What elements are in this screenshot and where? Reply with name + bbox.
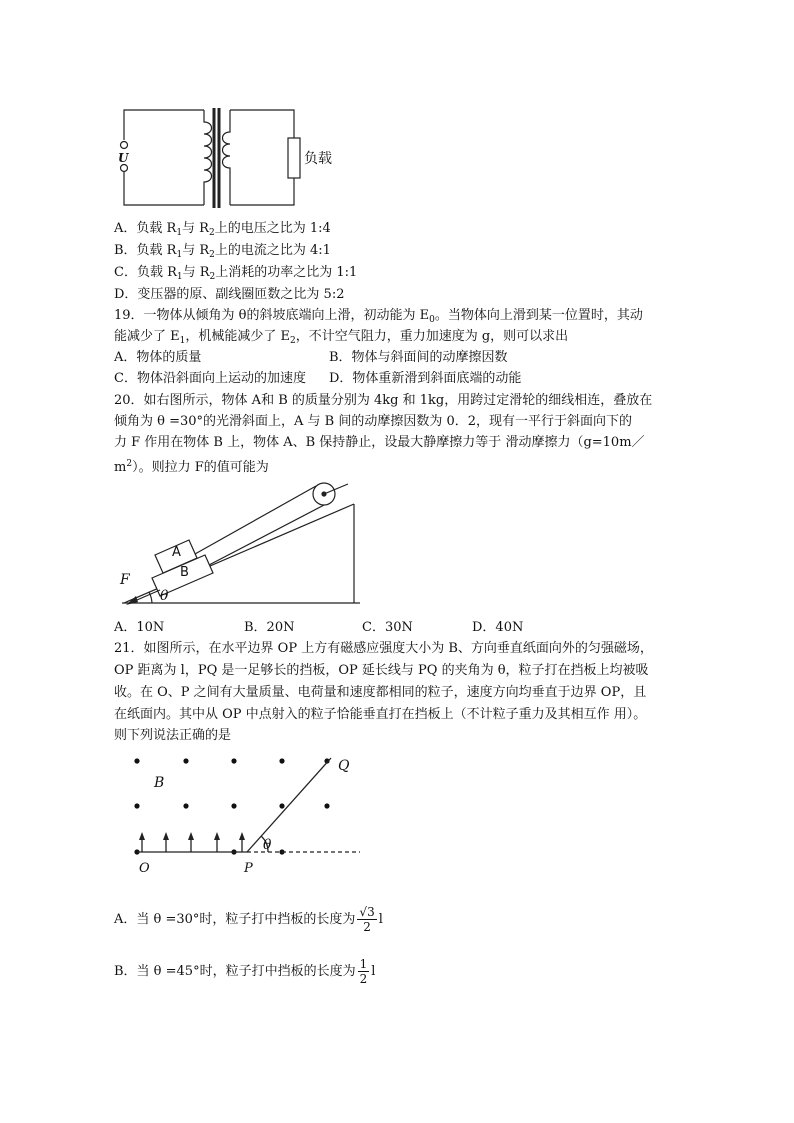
point-p-label: P — [244, 861, 253, 876]
q19-option-d[interactable]: D．物体重新滑到斜面底端的动能 — [329, 371, 522, 386]
q21-stem-line1: 21．如图所示，在水平边界 OP 上方有磁感应强度大小为 B、方向垂直纸面向外的匀强磁场， — [114, 641, 653, 656]
transformer-diagram — [112, 100, 342, 215]
q19-stem-line2: 能减少了 $E_1$，机械能减少了 $E_2$，不计空气阻力，重力加速度为 g，则可以求出 — [114, 329, 569, 346]
q20-option-a[interactable]: A．10N — [114, 620, 165, 635]
load-label: 负载 — [304, 151, 332, 167]
q19-stem-line1: 19．一物体从倾角为 θ的斜坡底端向上滑，初动能为 $E_0$。当物体向上滑到某一位置时，其动 — [114, 308, 643, 325]
theta-label: θ — [263, 837, 272, 853]
block-a-label: A — [172, 545, 181, 560]
q19-option-b[interactable]: B．物体与斜面间的动摩擦因数 — [329, 350, 508, 365]
q20-stem-line3: 力 F 作用在物体 B 上，物体 A、B 保持静止，设最大静摩擦力等于 滑动摩擦力（g=10m／ — [114, 435, 645, 450]
q18-option-d[interactable]: D．变压器的原、副线圈匝数之比为 5:2 — [114, 287, 345, 302]
block-b-label: B — [180, 565, 189, 580]
q21-stem-line3: 收。在 O、P 之间有大量质量、电荷量和速度都相同的粒子，速度方向均垂直于边界 OP，且 — [114, 685, 647, 700]
q20-option-c[interactable]: C．30N — [362, 620, 413, 635]
q20-option-b[interactable]: B．20N — [244, 620, 295, 635]
q21-option-a[interactable]: A．当 θ =30°时，粒子打中挡板的长度为 $\frac{√3}{2}$ l — [114, 905, 383, 934]
incline-diagram — [112, 472, 367, 610]
q20-stem-line2: 倾角为 θ =30°的光滑斜面上，A 与 B 间的动摩擦因数为 0．2，现有一平行于斜面向下的 — [114, 414, 633, 429]
point-q-label: Q — [338, 758, 350, 774]
q20-option-d[interactable]: D．40N — [472, 620, 524, 635]
q18-option-a[interactable]: A．负载 $R_1$与 $R_2$上的电压之比为 1:4 — [114, 221, 331, 238]
q21-stem-line2: OP 距离为 l，PQ 是一足够长的挡板，OP 延长线与 PQ 的夹角为 θ，粒子打在挡板上均被吸 — [114, 663, 649, 678]
q18-option-b[interactable]: B．负载 $R_1$与 $R_2$上的电流之比为 4:1 — [114, 243, 331, 260]
q21-stem-line5: 则下列说法正确的是 — [114, 728, 232, 743]
theta-label: θ — [160, 588, 169, 604]
q21-option-b[interactable]: B．当 θ =45°时，粒子打中挡板的长度为 $\frac{1}{2}$ l — [114, 957, 376, 986]
q19-option-c[interactable]: C．物体沿斜面向上运动的加速度 — [114, 371, 306, 386]
field-b-label: B — [154, 775, 165, 791]
q21-stem-line4: 在纸面内。其中从 OP 中点射入的粒子恰能垂直打在挡板上（不计粒子重力及其相互作 用）。 — [114, 707, 647, 722]
q18-option-c[interactable]: C．负载 $R_1$与 $R_2$上消耗的功率之比为 1:1 — [114, 265, 358, 282]
q20-stem-line4: $m^2$）。则拉力 F的值可能为 — [114, 459, 269, 475]
force-f-label: F — [120, 572, 130, 588]
q19-option-a[interactable]: A．物体的质量 — [114, 350, 202, 365]
q20-stem-line1: 20．如右图所示，物体 A和 B 的质量分别为 4kg 和 1kg，用跨过定滑轮的细线相连，叠放在 — [114, 393, 653, 408]
point-o-label: O — [139, 861, 150, 876]
magnetic-field-diagram — [120, 750, 370, 880]
source-label: U — [118, 151, 129, 165]
